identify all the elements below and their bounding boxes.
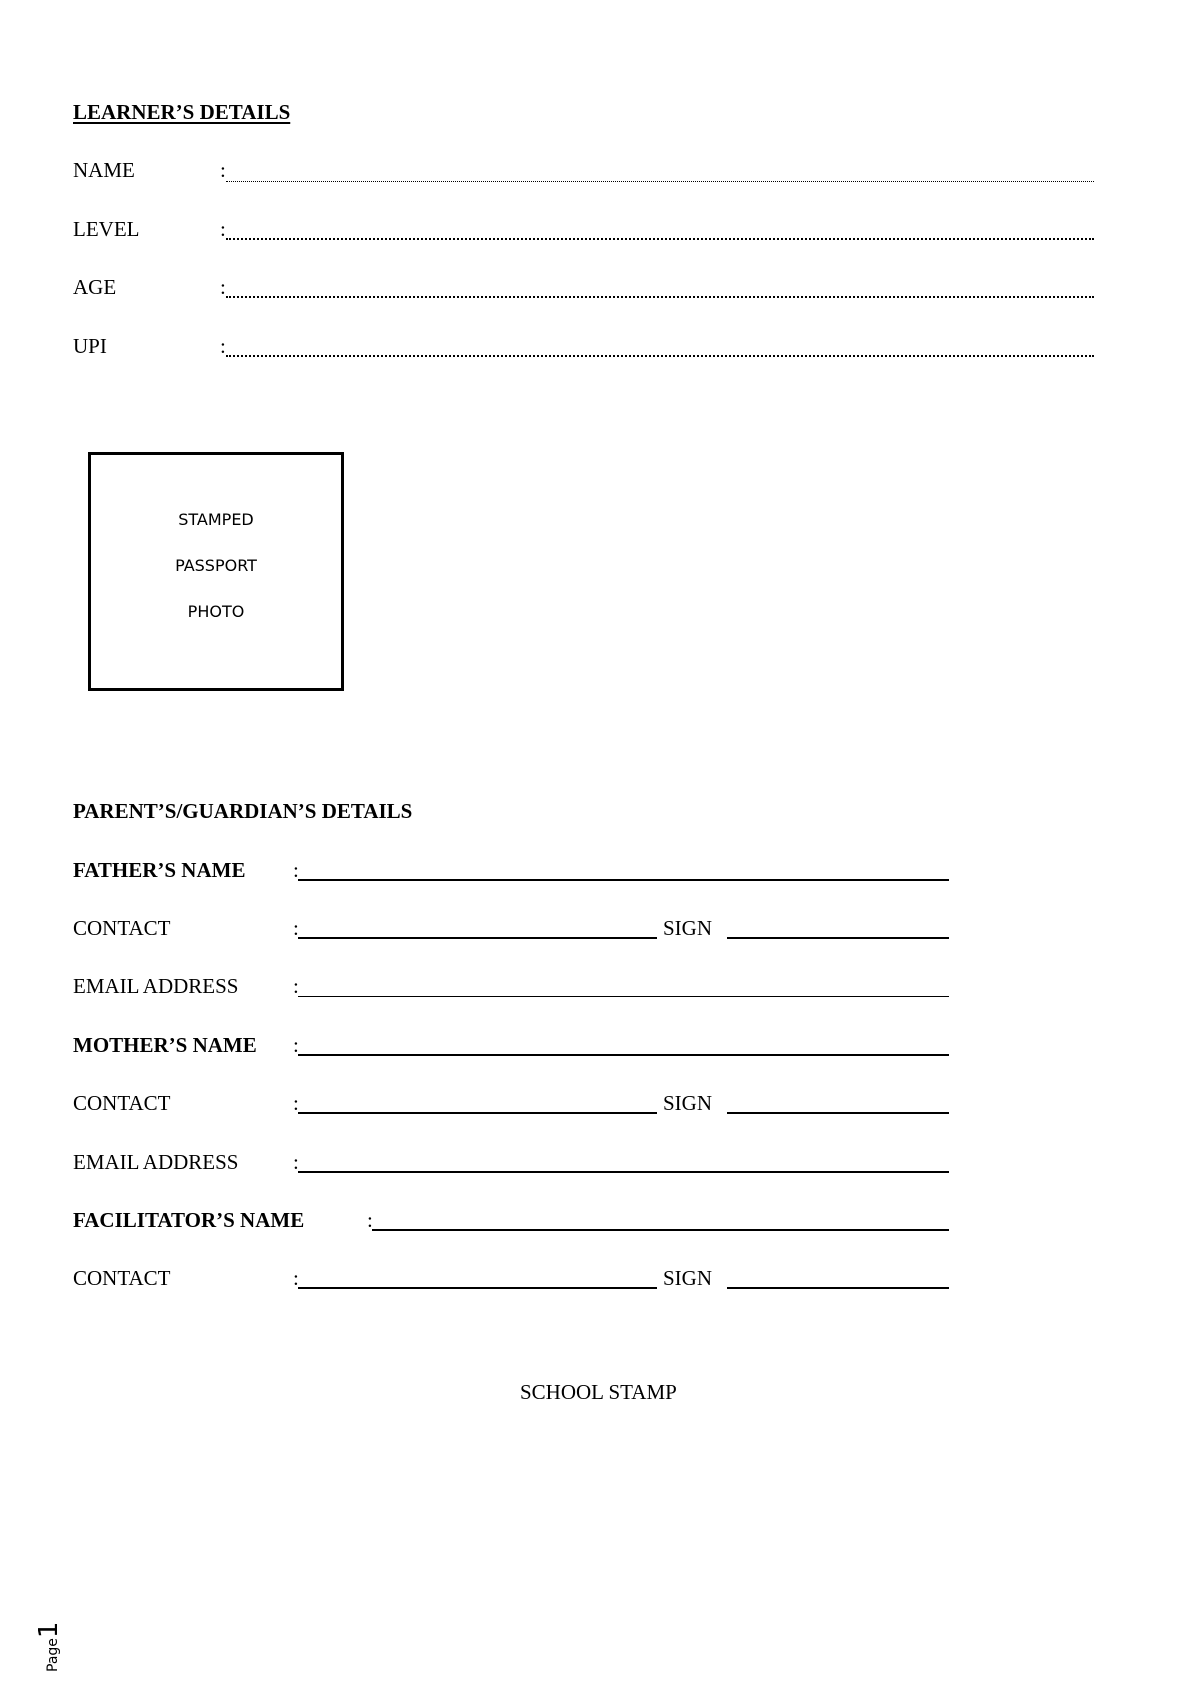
photo-box-line-3: PHOTO xyxy=(187,602,245,621)
passport-photo-box xyxy=(88,452,344,691)
upi-label: UPI xyxy=(73,334,107,358)
mother-email-field[interactable] xyxy=(298,1171,949,1173)
mother-sign-label: SIGN xyxy=(663,1091,713,1115)
father-name-colon: : xyxy=(293,858,299,882)
school-stamp-label: SCHOOL STAMP xyxy=(520,1380,677,1404)
level-colon: : xyxy=(220,217,226,241)
facilitator-sign-label: SIGN xyxy=(663,1266,713,1290)
father-email-label: EMAIL ADDRESS xyxy=(73,974,239,998)
father-email-colon: : xyxy=(293,974,299,998)
mother-name-label: MOTHER’S NAME xyxy=(73,1033,257,1057)
facilitator-contact-colon: : xyxy=(293,1266,299,1290)
photo-box-line-2: PASSPORT xyxy=(175,556,257,575)
mother-name-field[interactable] xyxy=(298,1054,949,1056)
name-colon: : xyxy=(220,158,226,182)
mother-contact-colon: : xyxy=(293,1091,299,1115)
age-field[interactable] xyxy=(226,296,1094,298)
age-label: AGE xyxy=(73,275,117,299)
father-contact-label: CONTACT xyxy=(73,916,171,940)
facilitator-name-field[interactable] xyxy=(372,1229,949,1231)
father-contact-field[interactable] xyxy=(298,937,657,939)
name-label: NAME xyxy=(73,158,135,182)
father-sign-label: SIGN xyxy=(663,916,713,940)
photo-box-line-1: STAMPED xyxy=(178,510,254,529)
parents-details-heading: PARENT’S/GUARDIAN’S DETAILS xyxy=(73,799,413,823)
father-name-label: FATHER’S NAME xyxy=(73,858,246,882)
mother-email-colon: : xyxy=(293,1150,299,1174)
page-word: Page xyxy=(45,1638,61,1672)
page-number-value: 1 xyxy=(34,1621,64,1639)
mother-sign-field[interactable] xyxy=(727,1112,949,1114)
learner-details-heading: LEARNER’S DETAILS xyxy=(73,100,291,124)
facilitator-contact-label: CONTACT xyxy=(73,1266,171,1290)
mother-contact-field[interactable] xyxy=(298,1112,657,1114)
page-number xyxy=(34,1622,64,1672)
facilitator-sign-field[interactable] xyxy=(727,1287,949,1289)
level-label: LEVEL xyxy=(73,217,140,241)
level-field[interactable] xyxy=(226,238,1094,240)
mother-name-colon: : xyxy=(293,1033,299,1057)
father-name-field[interactable] xyxy=(298,879,949,881)
age-colon: : xyxy=(220,275,226,299)
facilitator-name-label: FACILITATOR’S NAME xyxy=(73,1208,305,1232)
father-sign-field[interactable] xyxy=(727,937,949,939)
father-contact-colon: : xyxy=(293,916,299,940)
mother-contact-label: CONTACT xyxy=(73,1091,171,1115)
upi-field[interactable] xyxy=(226,355,1094,357)
mother-email-label: EMAIL ADDRESS xyxy=(73,1150,239,1174)
facilitator-contact-field[interactable] xyxy=(298,1287,657,1289)
father-email-field[interactable] xyxy=(298,996,949,997)
upi-colon: : xyxy=(220,334,226,358)
facilitator-name-colon: : xyxy=(367,1208,373,1232)
name-field[interactable] xyxy=(226,181,1094,182)
